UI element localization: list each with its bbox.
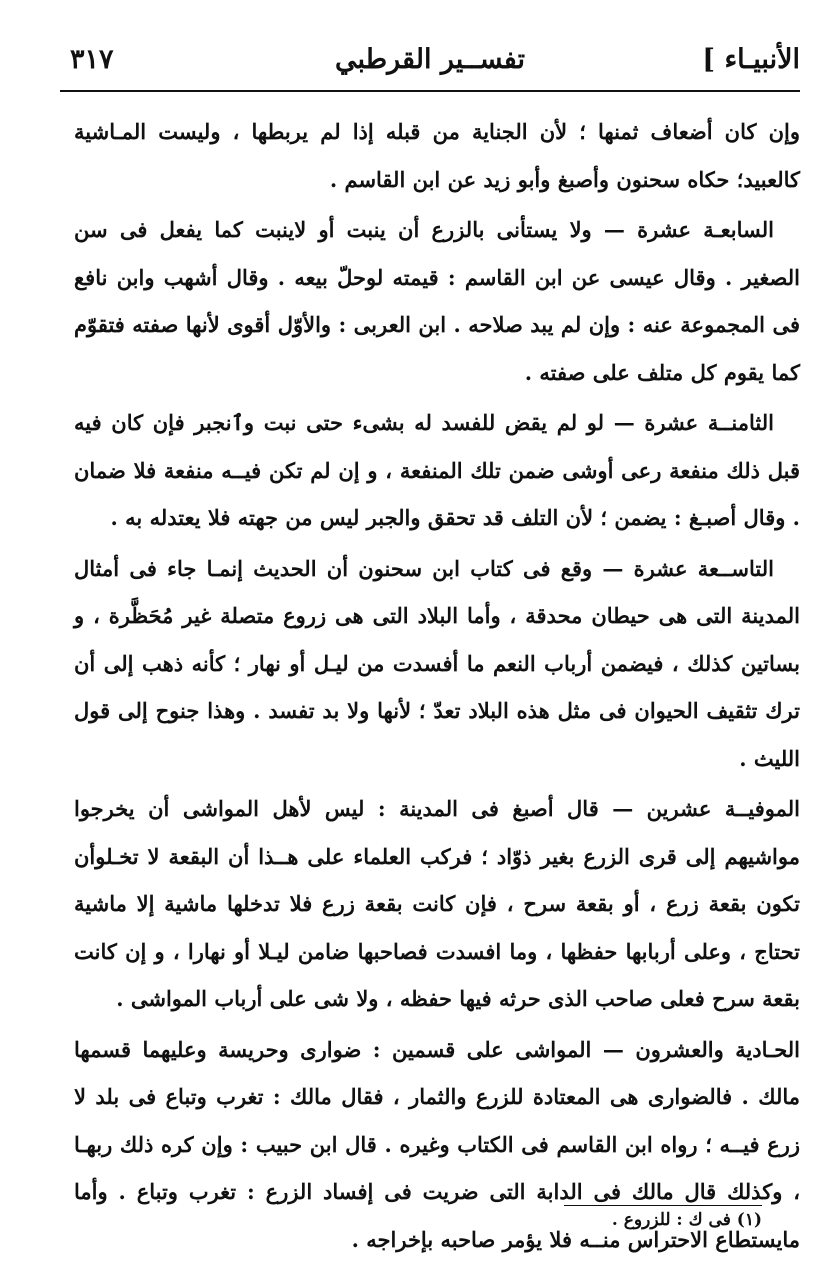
- page-number: ٣١٧: [70, 44, 114, 75]
- page-body: [74, 108, 800, 1266]
- paragraph-nineteenth: التاســعة عشرة — وقع فى كتاب ابن سحنون أن الحديث إنمـا جاء فى أمثال المدينة التى هى حيطان محدقة ، وأما البلاد التى هى زروع متصلة غير مُحَظَّرة ، و بساتين كذلك ، فيضمن أرباب النعم ما أفسدت من ليـل أو نهار ؛ كأنه ذهب إلى أن ترك تثقيف الحيوان فى مثل هذه البلاد تعدّ ؛ لأنها ولا بد تفسد . وهذا جنوح إلى قول الليث .: [74, 555, 800, 771]
- paragraph-seventeenth: السابعـة عشرة — ولا يستأنى بالزرع أن ينبت أو لاينبت كما يفعل فى سن الصغير . وقال عيسى عن ابن القاسم : قيمته لوحلّ بيعه . وقال أشهب وابن نافع فى المجموعة عنه : وإن لم يبد صلاحه . ابن العربى : والأوّل أقوى لأنها صفته فتقوّم كما يقوم كل متلف على صفته .: [74, 217, 800, 385]
- paragraph-twentieth: الموفيــة عشرين — قال أصبغ فى المدينة : ليس لأهل المواشى أن يخرجوا مواشيهم إلى قرى الزرع بغير ذوّاد ؛ فركب العلماء على هــذا أن البقعة لا تخـلوأن تكون بقعة زرع ، أو بقعة سرح ، فإن كانت بقعة زرع فلا تدخلها ماشية إلا ماشية تحتاج ، وعلى أربابها حفظها ، وما افسدت فصاحبها ضامن ليـلا أو نهارا ، و إن كانت بقعة سرح فعلى صاحب الذى حرثه فيها حفظه ، ولا شى على أرباب المواشى .: [74, 796, 800, 1011]
- header-rule: [60, 90, 800, 92]
- paragraph-twenty-first: الحـادية والعشرون — المواشى على قسمين : ضوارى وحريسة وعليهما قسمها مالك . فالضوارى هى المعتادة للزرع والثمار ، فقال مالك : تغرب وتباع فى بلد لا زرع فيــه ؛ رواه ابن القاسم فى الكتاب وغيره . قال ابن حبيب : وإن كره ذلك ربهـا ، وكذلك قال مالك فى الدابة التى ضريت فى إفساد الزرع : تغرب وتباع . وأما مايستطاع الاحتراس منــه فلا يؤمر صاحبه بإخراجه .: [74, 1036, 800, 1252]
- footnote: (١) فى ك : للزروع .: [611, 1210, 762, 1230]
- paragraph-intro: وإن كان أضعاف ثمنها ؛ لأن الجناية من قبله إذا لم يربطها ، وليست المـاشية كالعبيد؛ حكاه سحنون وأصبغ وأبو زيد عن ابن القاسم .: [74, 119, 800, 192]
- paragraph-eighteenth: الثامنــة عشرة — لو لم يقض للفسد له بشىء حتى نبت وٱنجبر فإن كان فيه قبل ذلك منفعة رعى أوشى ضمن تلك المنفعة ، و إن لم تكن فيــه منفعة فلا ضمان . وقال أصبـغ : يضمن ؛ لأن التلف قد تحقق والجبر ليس من جهته فلا يعتدله به .: [74, 410, 800, 530]
- book-title: تفســير القرطبي: [335, 44, 525, 75]
- page-header: [60, 38, 800, 90]
- section-title: الأنبيـاء ]: [702, 44, 800, 75]
- footnote-rule: [564, 1205, 762, 1206]
